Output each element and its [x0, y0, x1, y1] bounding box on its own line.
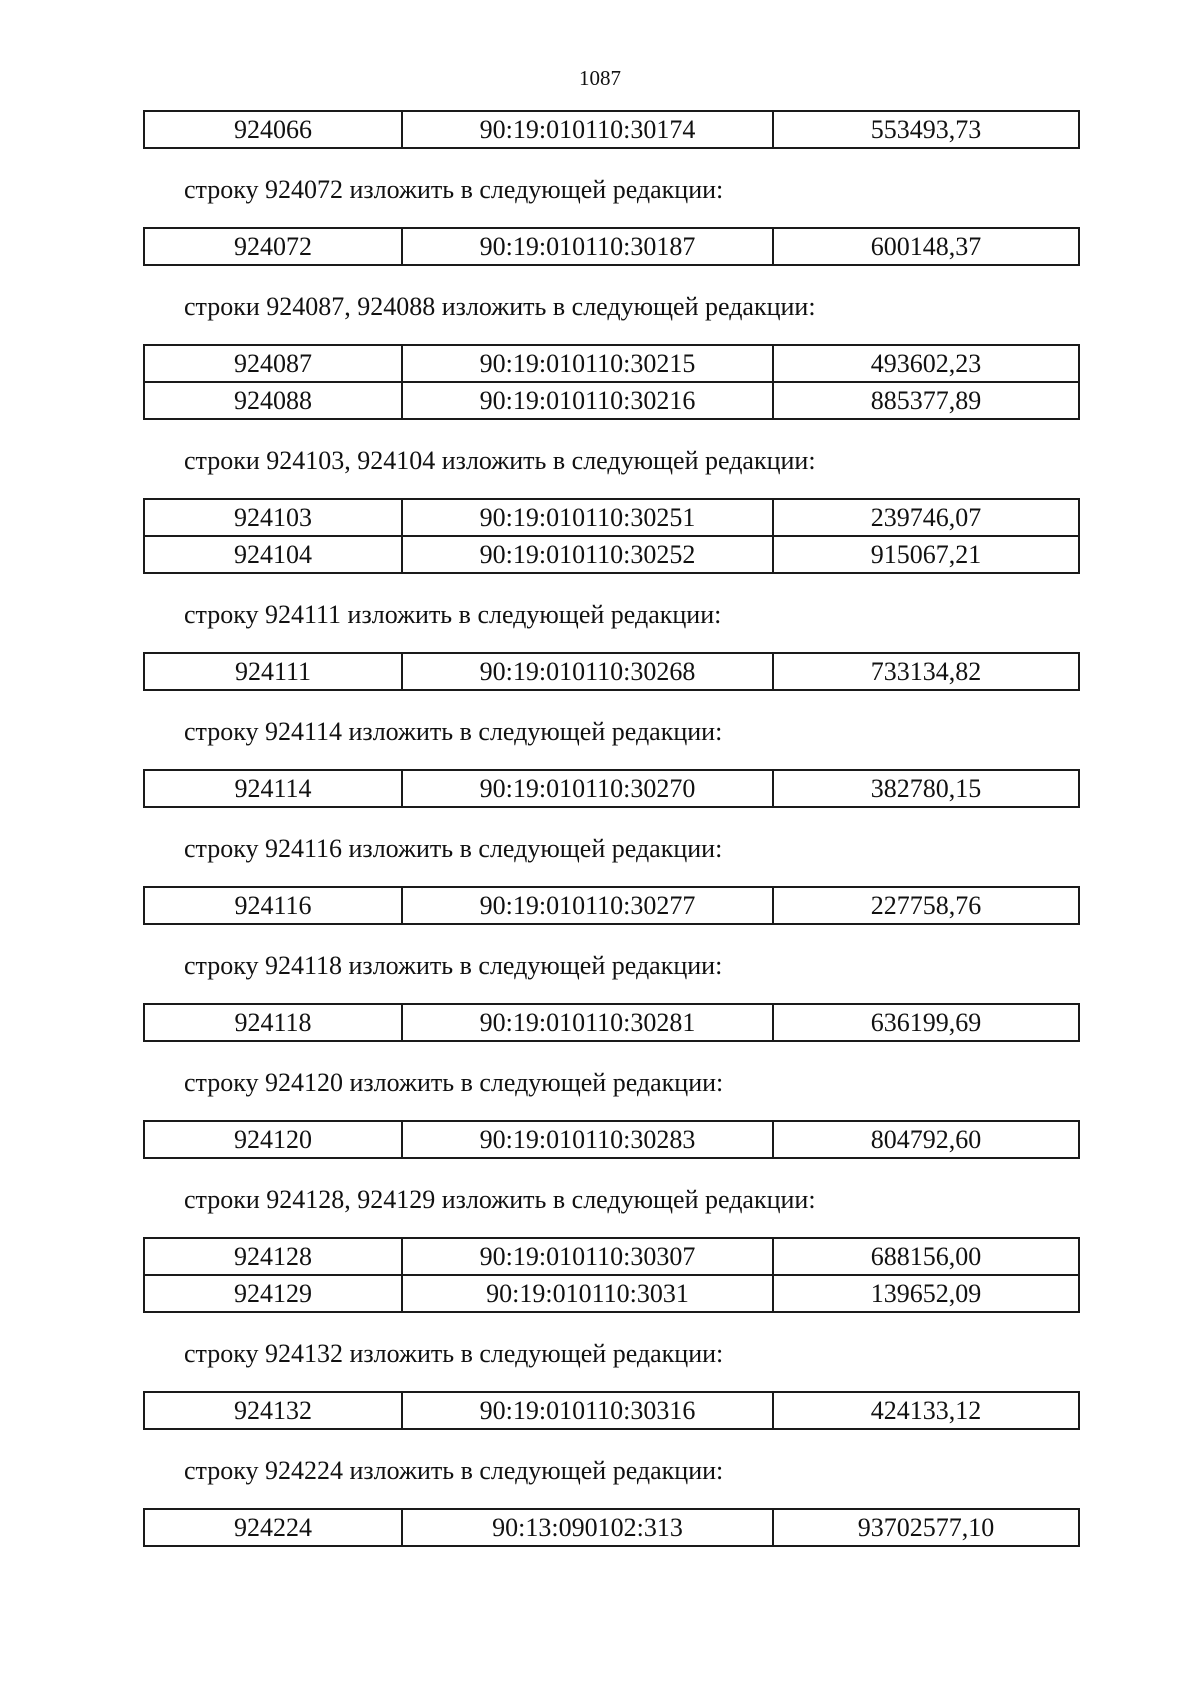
cadastral-number-cell: 90:13:090102:313 [402, 1509, 773, 1546]
spacer [143, 1042, 1077, 1066]
row-number-cell: 924104 [144, 536, 402, 573]
amendment-instruction: строки 924103, 924104 изложить в следующей редакции: [184, 446, 816, 475]
amendment-block [143, 1066, 1077, 1183]
cadastral-value-cell: 239746,07 [773, 499, 1079, 536]
spacer [143, 632, 1077, 652]
spacer [143, 1488, 1077, 1508]
table-row [144, 887, 1079, 924]
document-body [143, 110, 1077, 1547]
cadastral-number-cell: 90:19:010110:30268 [402, 653, 773, 690]
cadastral-value-cell: 424133,12 [773, 1392, 1079, 1429]
cadastral-number-cell: 90:19:010110:30316 [402, 1392, 773, 1429]
spacer [143, 1217, 1077, 1237]
spacer [143, 1313, 1077, 1337]
cadastral-value-cell: 885377,89 [773, 382, 1079, 419]
spacer [143, 925, 1077, 949]
amendment-block [143, 290, 1077, 444]
cadastral-value-cell: 93702577,10 [773, 1509, 1079, 1546]
row-number-cell: 924088 [144, 382, 402, 419]
table-row [144, 536, 1079, 573]
spacer [143, 478, 1077, 498]
amendment-table [143, 344, 1080, 420]
row-number-cell: 924132 [144, 1392, 402, 1429]
row-number-cell: 924120 [144, 1121, 402, 1158]
amendment-block [143, 1183, 1077, 1337]
row-number-cell: 924087 [144, 345, 402, 382]
cadastral-number-cell: 90:19:010110:30187 [402, 228, 773, 265]
amendment-block [143, 173, 1077, 290]
amendment-table [143, 498, 1080, 574]
amendment-block [143, 1454, 1077, 1547]
row-number-cell: 924224 [144, 1509, 402, 1546]
table-row [144, 499, 1079, 536]
amendment-table [143, 1120, 1080, 1159]
spacer [143, 1430, 1077, 1454]
table-row [144, 1238, 1079, 1275]
row-number-cell: 924072 [144, 228, 402, 265]
spacer [143, 1100, 1077, 1120]
cadastral-value-cell: 733134,82 [773, 653, 1079, 690]
cadastral-number-cell: 90:19:010110:30270 [402, 770, 773, 807]
table-row [144, 111, 1079, 148]
amendment-table [143, 886, 1080, 925]
row-number-cell: 924066 [144, 111, 402, 148]
table-row [144, 228, 1079, 265]
cadastral-value-cell: 636199,69 [773, 1004, 1079, 1041]
amendment-block [143, 715, 1077, 832]
amendment-table [143, 1508, 1080, 1547]
amendment-block [143, 444, 1077, 598]
amendment-instruction: строку 924224 изложить в следующей редакции: [184, 1456, 724, 1485]
amendment-block [143, 110, 1077, 173]
cadastral-number-cell: 90:19:010110:3031 [402, 1275, 773, 1312]
spacer [143, 808, 1077, 832]
spacer [143, 1159, 1077, 1183]
spacer [143, 749, 1077, 769]
cadastral-number-cell: 90:19:010110:30174 [402, 111, 773, 148]
amendment-instruction: строки 924128, 924129 изложить в следующей редакции: [184, 1185, 816, 1214]
spacer [143, 574, 1077, 598]
amendment-table [143, 1391, 1080, 1430]
row-number-cell: 924116 [144, 887, 402, 924]
table-row [144, 1392, 1079, 1429]
cadastral-value-cell: 382780,15 [773, 770, 1079, 807]
table-row [144, 1004, 1079, 1041]
page-number: 1087 [579, 66, 621, 90]
cadastral-number-cell: 90:19:010110:30215 [402, 345, 773, 382]
spacer [143, 266, 1077, 290]
cadastral-value-cell: 804792,60 [773, 1121, 1079, 1158]
cadastral-number-cell: 90:19:010110:30281 [402, 1004, 773, 1041]
cadastral-value-cell: 139652,09 [773, 1275, 1079, 1312]
row-number-cell: 924114 [144, 770, 402, 807]
amendment-instruction: строку 924072 изложить в следующей редакции: [184, 175, 724, 204]
cadastral-value-cell: 493602,23 [773, 345, 1079, 382]
amendment-instruction: строку 924114 изложить в следующей редакции: [184, 717, 723, 746]
spacer [143, 207, 1077, 227]
row-number-cell: 924118 [144, 1004, 402, 1041]
table-row [144, 1509, 1079, 1546]
amendment-table [143, 769, 1080, 808]
row-number-cell: 924128 [144, 1238, 402, 1275]
spacer [143, 324, 1077, 344]
cadastral-value-cell: 688156,00 [773, 1238, 1079, 1275]
cadastral-value-cell: 227758,76 [773, 887, 1079, 924]
amendment-table [143, 227, 1080, 266]
amendment-instruction: строку 924120 изложить в следующей редакции: [184, 1068, 724, 1097]
spacer [143, 149, 1077, 173]
amendment-instruction: строку 924111 изложить в следующей редакции: [184, 600, 722, 629]
amendment-block [143, 949, 1077, 1066]
table-row [144, 653, 1079, 690]
cadastral-value-cell: 600148,37 [773, 228, 1079, 265]
table-row [144, 345, 1079, 382]
amendment-table [143, 1237, 1080, 1313]
amendment-block [143, 832, 1077, 949]
row-number-cell: 924111 [144, 653, 402, 690]
spacer [143, 420, 1077, 444]
amendment-instruction: строку 924118 изложить в следующей редакции: [184, 951, 723, 980]
cadastral-value-cell: 915067,21 [773, 536, 1079, 573]
row-number-cell: 924129 [144, 1275, 402, 1312]
cadastral-number-cell: 90:19:010110:30277 [402, 887, 773, 924]
cadastral-number-cell: 90:19:010110:30307 [402, 1238, 773, 1275]
amendment-instruction: строки 924087, 924088 изложить в следующей редакции: [184, 292, 816, 321]
table-row [144, 1275, 1079, 1312]
amendment-block [143, 1337, 1077, 1454]
amendment-instruction: строку 924132 изложить в следующей редакции: [184, 1339, 724, 1368]
table-row [144, 1121, 1079, 1158]
spacer [143, 691, 1077, 715]
spacer [143, 983, 1077, 1003]
spacer [143, 1371, 1077, 1391]
cadastral-number-cell: 90:19:010110:30252 [402, 536, 773, 573]
amendment-block [143, 598, 1077, 715]
cadastral-number-cell: 90:19:010110:30251 [402, 499, 773, 536]
row-number-cell: 924103 [144, 499, 402, 536]
amendment-table [143, 1003, 1080, 1042]
table-row [144, 382, 1079, 419]
cadastral-number-cell: 90:19:010110:30283 [402, 1121, 773, 1158]
amendment-table [143, 652, 1080, 691]
cadastral-number-cell: 90:19:010110:30216 [402, 382, 773, 419]
spacer [143, 866, 1077, 886]
amendment-table [143, 110, 1080, 149]
cadastral-value-cell: 553493,73 [773, 111, 1079, 148]
table-row [144, 770, 1079, 807]
amendment-instruction: строку 924116 изложить в следующей редакции: [184, 834, 723, 863]
